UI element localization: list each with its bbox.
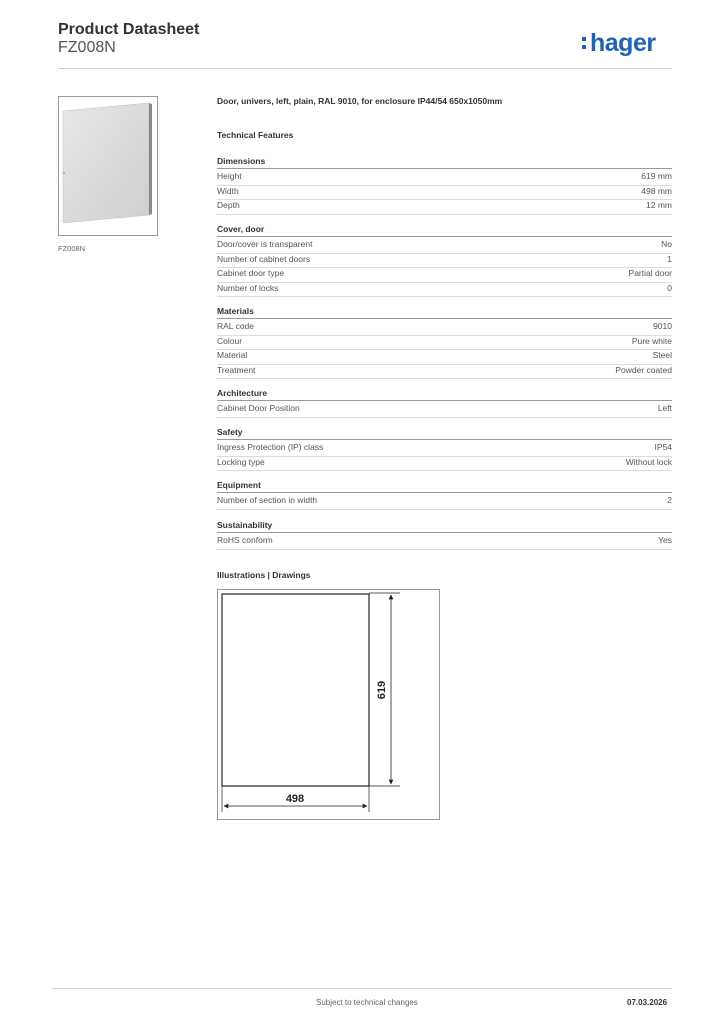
feature-label: Number of section in width	[217, 495, 318, 505]
table-row	[217, 170, 672, 185]
thumbnail-caption: FZ008N	[58, 244, 86, 253]
feature-value: Steel	[652, 350, 672, 361]
brand-logo	[590, 29, 656, 58]
feature-value: 12 mm	[646, 200, 672, 211]
section-rule	[217, 318, 672, 319]
table-row	[217, 534, 672, 549]
feature-value: Yes	[658, 535, 672, 545]
table-row	[217, 335, 672, 350]
table-row	[217, 199, 672, 214]
feature-label: Cabinet Door Position	[217, 403, 300, 413]
header-divider	[58, 68, 672, 69]
table-row	[217, 282, 672, 297]
page-title: Product Datasheet	[58, 21, 200, 38]
feature-label: Door/cover is transparent	[217, 239, 313, 249]
section-title: Dimensions	[217, 156, 266, 166]
dimension-drawing	[217, 589, 440, 820]
feature-value: Powder coated	[615, 364, 672, 375]
width-dimension-label: 498	[285, 793, 305, 805]
table-row	[217, 441, 672, 456]
section-rule	[217, 168, 672, 169]
row-divider	[217, 296, 672, 297]
feature-value: Partial door	[628, 268, 672, 279]
section-title: Safety	[217, 427, 243, 437]
logo-text: hager	[590, 29, 656, 57]
feature-value: 1	[667, 253, 672, 264]
feature-value: Without lock	[625, 456, 672, 467]
row-divider	[217, 509, 672, 510]
feature-label: Cabinet door type	[217, 268, 285, 279]
logo-dots-icon	[582, 37, 586, 53]
row-divider	[217, 378, 672, 379]
product-thumbnail	[58, 96, 158, 236]
feature-label: Width	[217, 185, 239, 196]
feature-label: RAL code	[217, 321, 255, 331]
section-title: Architecture	[217, 388, 268, 398]
feature-label: Colour	[217, 335, 243, 346]
feature-label: Number of locks	[217, 282, 279, 293]
footer-note: Subject to technical changes	[316, 998, 418, 1007]
feature-value: 498 mm	[641, 185, 672, 196]
section-rule	[217, 532, 672, 533]
product-description: Door, univers, left, plain, RAL 9010, for enclosure IP44/54 650x1050mm	[217, 96, 503, 106]
section-title: Equipment	[217, 480, 261, 490]
footer-date: 07.03.2026	[627, 998, 668, 1007]
table-row	[217, 494, 672, 509]
section-rule	[217, 439, 672, 440]
table-row	[217, 253, 672, 268]
table-row	[217, 402, 672, 417]
feature-label: Locking type	[217, 456, 265, 467]
table-row	[217, 349, 672, 364]
section-rule	[217, 236, 672, 237]
row-divider	[217, 214, 672, 215]
feature-value: 619 mm	[641, 171, 672, 181]
door-dimension-drawing	[218, 590, 439, 819]
feature-value: 9010	[653, 321, 672, 331]
table-row	[217, 267, 672, 282]
table-row	[217, 185, 672, 200]
feature-value: Pure white	[631, 335, 672, 346]
row-divider	[217, 470, 672, 471]
row-divider	[217, 549, 672, 550]
height-dimension-label: 619	[376, 680, 388, 700]
feature-value: 0	[667, 282, 672, 293]
feature-label: Number of cabinet doors	[217, 253, 311, 264]
feature-value: IP54	[654, 442, 672, 452]
feature-label: Depth	[217, 200, 240, 211]
technical-features-heading: Technical Features	[217, 130, 294, 140]
section-title: Materials	[217, 306, 254, 316]
feature-value: Left	[657, 403, 672, 413]
feature-label: Ingress Protection (IP) class	[217, 442, 324, 452]
feature-value: No	[661, 239, 672, 249]
section-title: Sustainability	[217, 520, 273, 530]
table-row	[217, 320, 672, 335]
section-rule	[217, 492, 672, 493]
product-code: FZ008N	[58, 39, 116, 56]
feature-value: 2	[667, 495, 672, 505]
door-thumbnail-image	[59, 97, 157, 235]
illustrations-heading: Illustrations | Drawings	[217, 570, 311, 580]
feature-label: Height	[217, 171, 242, 181]
table-row	[217, 456, 672, 471]
footer-divider	[52, 988, 672, 989]
table-row	[217, 238, 672, 253]
feature-label: RoHS conform	[217, 535, 273, 545]
row-divider	[217, 417, 672, 418]
section-rule	[217, 400, 672, 401]
table-row	[217, 364, 672, 379]
section-title: Cover, door	[217, 224, 265, 234]
feature-label: Material	[217, 350, 248, 361]
feature-label: Treatment	[217, 364, 256, 375]
